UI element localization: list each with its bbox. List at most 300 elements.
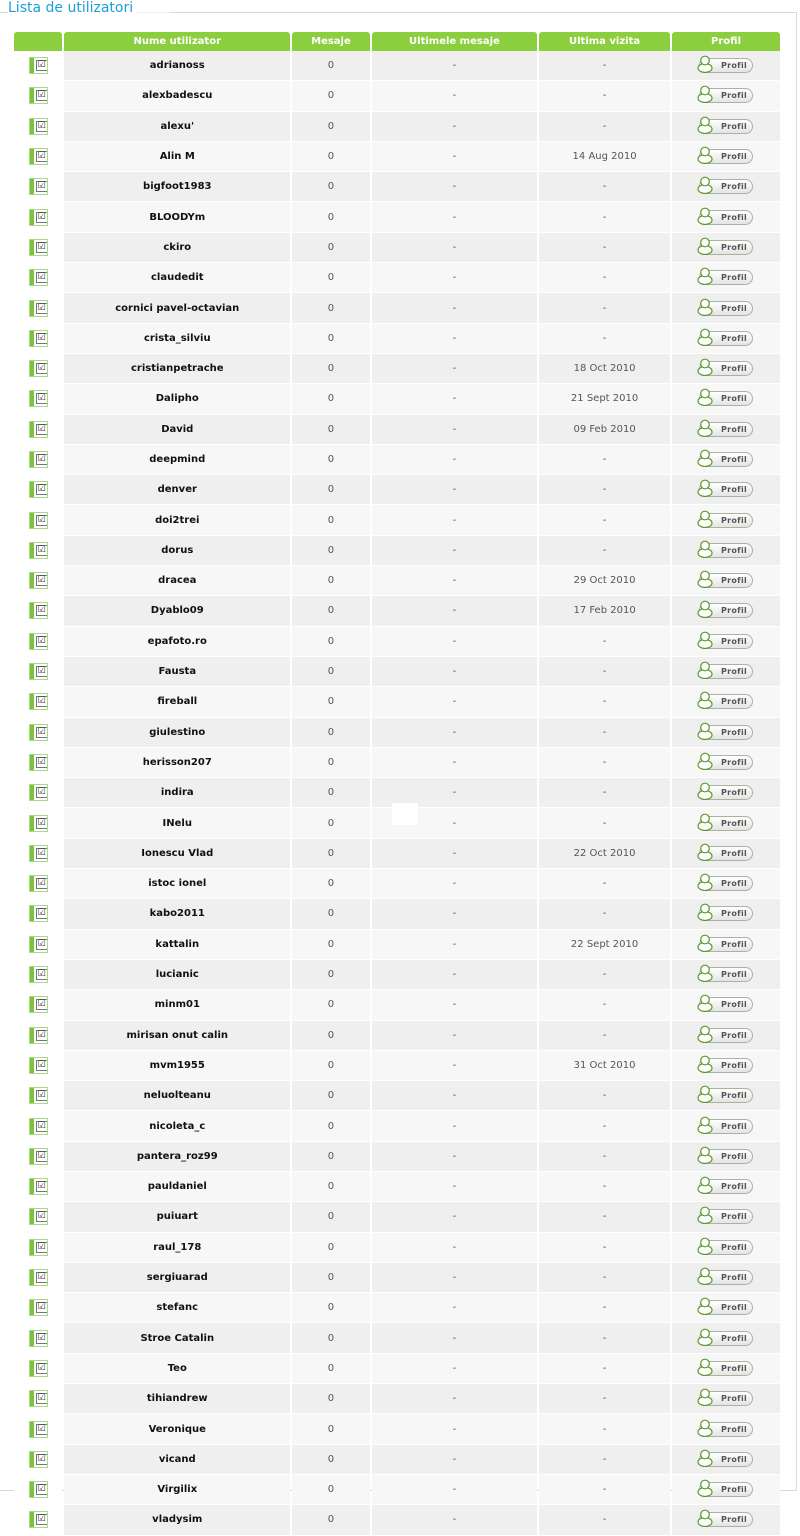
select-cell: [14, 384, 62, 414]
member-name[interactable]: INelu: [64, 808, 290, 838]
member-last-posts: -: [372, 142, 537, 172]
member-name[interactable]: epafoto.ro: [64, 627, 290, 657]
profile-button[interactable]: [699, 179, 753, 194]
profile-button[interactable]: [699, 1209, 753, 1224]
member-posts: 0: [292, 596, 370, 626]
select-checkbox[interactable]: [30, 906, 47, 921]
user-icon: [697, 115, 713, 134]
member-last-visit: -: [539, 1081, 670, 1111]
member-name[interactable]: Veronique: [64, 1414, 290, 1444]
profile-button[interactable]: [699, 58, 753, 73]
member-name[interactable]: istoc ionel: [64, 869, 290, 899]
checkbox-mark: ☑: [37, 1514, 46, 1525]
checkbox-mark: ☑: [37, 90, 46, 101]
user-icon: [697, 175, 713, 194]
profile-button-label: Profil: [720, 182, 748, 192]
profile-cell: [672, 172, 780, 202]
select-cell: [14, 536, 62, 566]
member-name[interactable]: deepmind: [64, 445, 290, 475]
profile-button[interactable]: [699, 1300, 753, 1315]
profile-button[interactable]: [699, 1482, 753, 1497]
select-checkbox[interactable]: [30, 179, 47, 194]
profile-button-label: Profil: [720, 394, 748, 404]
profile-button[interactable]: [699, 1119, 753, 1134]
select-checkbox[interactable]: [30, 240, 47, 255]
select-cell: [14, 233, 62, 263]
select-checkbox[interactable]: [30, 573, 47, 588]
profile-button[interactable]: [699, 997, 753, 1012]
select-checkbox[interactable]: [30, 1058, 47, 1073]
member-last-posts: -: [372, 1051, 537, 1081]
member-name[interactable]: mvm1955: [64, 1051, 290, 1081]
table-row: [14, 627, 780, 657]
profile-button-label: Profil: [720, 970, 748, 980]
profile-cell: [672, 657, 780, 687]
checkbox-mark: ☑: [37, 1453, 46, 1464]
member-name[interactable]: raul_178: [64, 1233, 290, 1263]
member-last-posts: -: [372, 930, 537, 960]
profile-button[interactable]: [699, 301, 753, 316]
select-checkbox[interactable]: [30, 391, 47, 406]
select-checkbox[interactable]: [30, 1119, 47, 1134]
select-checkbox[interactable]: [30, 664, 47, 679]
profile-button[interactable]: [699, 937, 753, 952]
profile-button[interactable]: [699, 906, 753, 921]
member-name[interactable]: crista_silviu: [64, 324, 290, 354]
member-posts: 0: [292, 808, 370, 838]
checkbox-mark: ☑: [37, 272, 46, 283]
select-checkbox[interactable]: [30, 846, 47, 861]
member-name[interactable]: mirisan onut calin: [64, 1021, 290, 1051]
select-checkbox[interactable]: [30, 1482, 47, 1497]
member-name[interactable]: Alin M: [64, 142, 290, 172]
select-checkbox[interactable]: [30, 1209, 47, 1224]
table-row: [14, 990, 780, 1020]
user-icon: [697, 902, 713, 921]
member-name[interactable]: Dyablo09: [64, 596, 290, 626]
table-row: [14, 1202, 780, 1232]
profile-button[interactable]: [699, 755, 753, 770]
member-name[interactable]: lucianic: [64, 960, 290, 990]
profile-button[interactable]: [699, 1422, 753, 1437]
profile-cell: [672, 1414, 780, 1444]
checkbox-mark: ☑: [37, 1484, 46, 1495]
checkbox-mark: ☑: [37, 878, 46, 889]
profile-cell: [672, 293, 780, 323]
table-row: [14, 839, 780, 869]
profile-button[interactable]: [699, 1088, 753, 1103]
select-checkbox[interactable]: [30, 603, 47, 618]
member-name[interactable]: kabo2011: [64, 899, 290, 929]
checkbox-mark: ☑: [37, 1362, 46, 1373]
select-cell: [14, 51, 62, 81]
profile-button[interactable]: [699, 1270, 753, 1285]
table-row: [14, 899, 780, 929]
select-cell: [14, 566, 62, 596]
profile-button-label: Profil: [720, 1060, 748, 1070]
member-name[interactable]: Dalipho: [64, 384, 290, 414]
select-checkbox[interactable]: [30, 1179, 47, 1194]
member-name[interactable]: nicoleta_c: [64, 1111, 290, 1141]
select-checkbox[interactable]: [30, 967, 47, 982]
profile-button[interactable]: [699, 119, 753, 134]
table-row: [14, 112, 780, 142]
profile-button[interactable]: [699, 846, 753, 861]
checkbox-mark: ☑: [37, 544, 46, 555]
profile-cell: [672, 51, 780, 81]
profile-button-label: Profil: [720, 1273, 748, 1283]
member-posts: 0: [292, 354, 370, 384]
profile-cell: [672, 899, 780, 929]
profile-button-label: Profil: [720, 727, 748, 737]
profile-button[interactable]: [699, 422, 753, 437]
member-name[interactable]: sergiuarad: [64, 1263, 290, 1293]
select-checkbox[interactable]: [30, 634, 47, 649]
table-row: [14, 566, 780, 596]
profile-button[interactable]: [699, 331, 753, 346]
select-checkbox[interactable]: [30, 482, 47, 497]
profile-button[interactable]: [699, 482, 753, 497]
table-row: [14, 1233, 780, 1263]
header-name[interactable]: Nume utilizator: [64, 32, 290, 51]
select-cell: [14, 869, 62, 899]
select-cell: [14, 930, 62, 960]
select-cell: [14, 1414, 62, 1444]
member-posts: 0: [292, 51, 370, 81]
select-cell: [14, 354, 62, 384]
select-checkbox[interactable]: [30, 422, 47, 437]
member-posts: 0: [292, 1475, 370, 1505]
profile-button-label: Profil: [720, 818, 748, 828]
checkbox-mark: ☑: [37, 969, 46, 980]
member-name[interactable]: cornici pavel-octavian: [64, 293, 290, 323]
select-checkbox[interactable]: [30, 1028, 47, 1043]
profile-cell: [672, 1293, 780, 1323]
profile-button[interactable]: [699, 543, 753, 558]
member-name[interactable]: puiuart: [64, 1202, 290, 1232]
member-last-posts: -: [372, 384, 537, 414]
user-icon: [697, 387, 713, 406]
profile-cell: [672, 1202, 780, 1232]
profile-button[interactable]: [699, 1028, 753, 1043]
header-profile: Profil: [672, 32, 780, 51]
header-last-visit[interactable]: Ultima vizita: [539, 32, 670, 51]
member-last-posts: -: [372, 596, 537, 626]
table-row: [14, 1505, 780, 1535]
select-checkbox[interactable]: [30, 1300, 47, 1315]
member-last-visit: 21 Sept 2010: [539, 384, 670, 414]
member-posts: 0: [292, 1111, 370, 1141]
member-last-posts: -: [372, 1475, 537, 1505]
profile-button[interactable]: [699, 785, 753, 800]
user-icon: [697, 418, 713, 437]
profile-cell: [672, 1323, 780, 1353]
select-checkbox[interactable]: [30, 785, 47, 800]
member-last-posts: -: [372, 748, 537, 778]
profile-button[interactable]: [699, 634, 753, 649]
select-checkbox[interactable]: [30, 270, 47, 285]
select-checkbox[interactable]: [30, 149, 47, 164]
member-last-posts: -: [372, 324, 537, 354]
member-last-posts: -: [372, 1172, 537, 1202]
user-icon: [697, 781, 713, 800]
select-checkbox[interactable]: [30, 1512, 47, 1527]
table-row: [14, 869, 780, 899]
profile-button[interactable]: [699, 1361, 753, 1376]
profile-button[interactable]: [699, 391, 753, 406]
member-last-posts: -: [372, 112, 537, 142]
member-name[interactable]: denver: [64, 475, 290, 505]
profile-button-label: Profil: [720, 485, 748, 495]
select-checkbox[interactable]: [30, 361, 47, 376]
member-name[interactable]: cristianpetrache: [64, 354, 290, 384]
checkbox-mark: ☑: [37, 1029, 46, 1040]
member-name[interactable]: dracea: [64, 566, 290, 596]
profile-button[interactable]: [699, 240, 753, 255]
profile-button-label: Profil: [720, 909, 748, 919]
select-checkbox[interactable]: [30, 937, 47, 952]
table-row: [14, 1323, 780, 1353]
table-row: [14, 748, 780, 778]
profile-button-label: Profil: [720, 848, 748, 858]
member-last-posts: -: [372, 263, 537, 293]
member-last-posts: -: [372, 536, 537, 566]
member-last-visit: -: [539, 51, 670, 81]
profile-button[interactable]: [699, 694, 753, 709]
member-name[interactable]: ckiro: [64, 233, 290, 263]
select-checkbox[interactable]: [30, 1240, 47, 1255]
select-checkbox[interactable]: [30, 1331, 47, 1346]
member-name[interactable]: pantera_roz99: [64, 1142, 290, 1172]
member-name[interactable]: alexu': [64, 112, 290, 142]
profile-button[interactable]: [699, 664, 753, 679]
member-last-posts: -: [372, 505, 537, 535]
member-name[interactable]: doi2trei: [64, 505, 290, 535]
member-last-posts: -: [372, 51, 537, 81]
member-name[interactable]: tihiandrew: [64, 1384, 290, 1414]
member-name[interactable]: dorus: [64, 536, 290, 566]
profile-button-label: Profil: [720, 1485, 748, 1495]
member-posts: 0: [292, 748, 370, 778]
member-name[interactable]: pauldaniel: [64, 1172, 290, 1202]
member-posts: 0: [292, 1172, 370, 1202]
profile-button[interactable]: [699, 603, 753, 618]
user-icon: [697, 660, 713, 679]
member-name[interactable]: BLOODYm: [64, 202, 290, 232]
select-checkbox[interactable]: [30, 1391, 47, 1406]
member-name[interactable]: Stroe Catalin: [64, 1323, 290, 1353]
member-name[interactable]: Fausta: [64, 657, 290, 687]
member-last-posts: -: [372, 839, 537, 869]
profile-cell: [672, 596, 780, 626]
member-rows: [14, 51, 780, 1536]
select-checkbox[interactable]: [30, 1088, 47, 1103]
member-name[interactable]: adrianoss: [64, 51, 290, 81]
select-checkbox[interactable]: [30, 876, 47, 891]
select-checkbox[interactable]: [30, 755, 47, 770]
member-name[interactable]: neluolteanu: [64, 1081, 290, 1111]
profile-button[interactable]: [699, 1452, 753, 1467]
select-checkbox[interactable]: [30, 1270, 47, 1285]
select-cell: [14, 1172, 62, 1202]
user-icon: [697, 357, 713, 376]
profile-button-label: Profil: [720, 697, 748, 707]
profile-button-label: Profil: [720, 303, 748, 313]
select-checkbox[interactable]: [30, 301, 47, 316]
member-name[interactable]: bigfoot1983: [64, 172, 290, 202]
user-icon: [697, 84, 713, 103]
member-posts: 0: [292, 930, 370, 960]
header-select: [14, 32, 62, 51]
member-last-posts: -: [372, 202, 537, 232]
select-checkbox[interactable]: [30, 119, 47, 134]
profile-button-label: Profil: [720, 1515, 748, 1525]
member-name[interactable]: herisson207: [64, 748, 290, 778]
profile-button[interactable]: [699, 816, 753, 831]
header-posts[interactable]: Mesaje: [292, 32, 370, 51]
checkbox-mark: ☑: [37, 605, 46, 616]
profile-button[interactable]: [699, 1058, 753, 1073]
profile-button[interactable]: [699, 725, 753, 740]
select-cell: [14, 778, 62, 808]
profile-button-label: Profil: [720, 121, 748, 131]
checkbox-mark: ☑: [37, 120, 46, 131]
select-checkbox[interactable]: [30, 725, 47, 740]
select-checkbox[interactable]: [30, 1452, 47, 1467]
profile-button[interactable]: [699, 88, 753, 103]
member-name[interactable]: vladysim: [64, 1505, 290, 1535]
profile-button[interactable]: [699, 1331, 753, 1346]
profile-cell: [672, 748, 780, 778]
profile-button[interactable]: [699, 361, 753, 376]
table-row: [14, 930, 780, 960]
select-cell: [14, 1505, 62, 1535]
profile-button-label: Profil: [720, 455, 748, 464]
profile-button[interactable]: [699, 270, 753, 285]
checkbox-mark: ☑: [37, 999, 46, 1010]
profile-cell: [672, 142, 780, 172]
checkbox-mark: ☑: [37, 484, 46, 495]
profile-cell: [672, 627, 780, 657]
member-name[interactable]: fireball: [64, 687, 290, 717]
profile-button-label: Profil: [720, 1454, 748, 1464]
member-posts: 0: [292, 1202, 370, 1232]
select-checkbox[interactable]: [30, 1361, 47, 1376]
select-checkbox[interactable]: [30, 210, 47, 225]
select-checkbox[interactable]: [30, 997, 47, 1012]
select-checkbox[interactable]: [30, 816, 47, 831]
profile-button[interactable]: [699, 513, 753, 528]
header-last-posts[interactable]: Ultimele mesaje: [372, 32, 537, 51]
member-last-visit: 29 Oct 2010: [539, 566, 670, 596]
profile-button-label: Profil: [720, 364, 748, 374]
member-last-visit: -: [539, 1354, 670, 1384]
table-row: [14, 445, 780, 475]
user-icon: [697, 1266, 713, 1285]
select-cell: [14, 718, 62, 748]
member-name[interactable]: indira: [64, 778, 290, 808]
member-posts: 0: [292, 1081, 370, 1111]
table-row: [14, 1445, 780, 1475]
profile-button[interactable]: [699, 967, 753, 982]
member-last-visit: 31 Oct 2010: [539, 1051, 670, 1081]
table-row: [14, 293, 780, 323]
profile-button[interactable]: [699, 1149, 753, 1164]
user-icon: [697, 236, 713, 255]
checkbox-mark: ☑: [37, 575, 46, 586]
member-name[interactable]: vicand: [64, 1445, 290, 1475]
member-last-visit: -: [539, 778, 670, 808]
table-row: [14, 172, 780, 202]
member-last-visit: -: [539, 1505, 670, 1535]
member-name[interactable]: David: [64, 415, 290, 445]
profile-button[interactable]: [699, 210, 753, 225]
select-checkbox[interactable]: [30, 88, 47, 103]
profile-button[interactable]: [699, 573, 753, 588]
select-cell: [14, 415, 62, 445]
select-checkbox[interactable]: [30, 694, 47, 709]
select-checkbox[interactable]: [30, 1149, 47, 1164]
member-posts: 0: [292, 505, 370, 535]
member-last-posts: -: [372, 808, 537, 838]
profile-button[interactable]: [699, 1179, 753, 1194]
checkbox-mark: ☑: [37, 696, 46, 707]
profile-button[interactable]: [699, 876, 753, 891]
profile-button[interactable]: [699, 1391, 753, 1406]
member-last-visit: -: [539, 1475, 670, 1505]
member-last-visit: -: [539, 1021, 670, 1051]
select-checkbox[interactable]: [30, 543, 47, 558]
select-checkbox[interactable]: [30, 331, 47, 346]
profile-button[interactable]: [699, 1240, 753, 1255]
member-name[interactable]: Teo: [64, 1354, 290, 1384]
member-name[interactable]: Ionescu Vlad: [64, 839, 290, 869]
profile-button[interactable]: [699, 452, 753, 467]
member-posts: 0: [292, 324, 370, 354]
select-checkbox[interactable]: [30, 513, 47, 528]
select-checkbox[interactable]: [30, 1422, 47, 1437]
member-last-posts: -: [372, 1081, 537, 1111]
member-last-posts: -: [372, 81, 537, 111]
profile-button[interactable]: [699, 149, 753, 164]
select-checkbox[interactable]: [30, 58, 47, 73]
checkbox-mark: ☑: [37, 1332, 46, 1343]
member-name[interactable]: giulestino: [64, 718, 290, 748]
select-cell: [14, 1323, 62, 1353]
member-name[interactable]: alexbadescu: [64, 81, 290, 111]
select-checkbox[interactable]: [30, 452, 47, 467]
profile-cell: [672, 536, 780, 566]
member-name[interactable]: stefanc: [64, 1293, 290, 1323]
member-last-posts: -: [372, 445, 537, 475]
checkbox-mark: ☑: [37, 181, 46, 192]
profile-button[interactable]: [699, 1512, 753, 1527]
select-cell: [14, 808, 62, 838]
profile-button-label: Profil: [720, 1000, 748, 1010]
member-posts: 0: [292, 1263, 370, 1293]
profile-cell: [672, 475, 780, 505]
user-icon: [697, 1175, 713, 1194]
profile-cell: [672, 1172, 780, 1202]
member-name[interactable]: minm01: [64, 990, 290, 1020]
member-last-posts: -: [372, 293, 537, 323]
profile-cell: [672, 1081, 780, 1111]
member-name[interactable]: kattalin: [64, 930, 290, 960]
member-name[interactable]: Virgilix: [64, 1475, 290, 1505]
table-row: [14, 263, 780, 293]
member-posts: 0: [292, 202, 370, 232]
member-name[interactable]: claudedit: [64, 263, 290, 293]
